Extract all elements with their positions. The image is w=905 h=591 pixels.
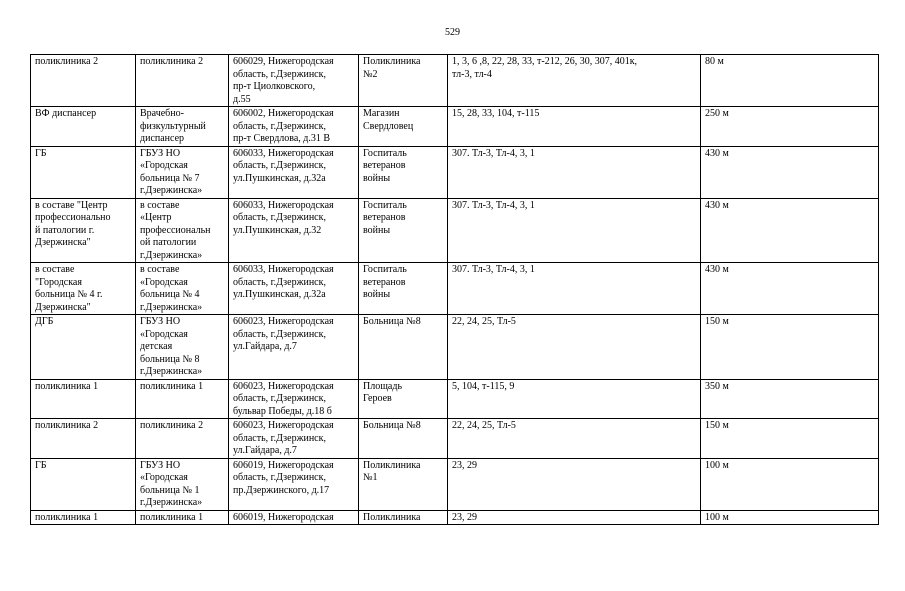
distance-cell: 430 м (701, 146, 879, 198)
page-number: 529 (445, 27, 460, 38)
table-row (31, 379, 879, 419)
stop-cell: Госпиталь ветеранов войны (359, 198, 448, 263)
short-name-cell: ГБ (31, 458, 136, 510)
short-name-cell: ВФ диспансер (31, 107, 136, 147)
table-row (31, 198, 879, 263)
distance-cell: 430 м (701, 263, 879, 315)
address-cell: 606033, Нижегородская область, г.Дзержинск, ул.Пушкинская, д.32а (229, 146, 359, 198)
routes-cell: 23, 29 (448, 458, 701, 510)
routes-cell: 22, 24, 25, Тл-5 (448, 419, 701, 459)
distance-cell: 80 м (701, 55, 879, 107)
stop-cell: Госпиталь ветеранов войны (359, 146, 448, 198)
distance-cell: 430 м (701, 198, 879, 263)
routes-cell: 307. Тл-3, Тл-4, 3, 1 (448, 198, 701, 263)
routes-cell: 307. Тл-3, Тл-4, 3, 1 (448, 263, 701, 315)
stop-cell: Магазин Свердловец (359, 107, 448, 147)
stop-cell: Поликлиника (359, 510, 448, 525)
address-cell: 606019, Нижегородская (229, 510, 359, 525)
routes-cell: 15, 28, 33, 104, т-115 (448, 107, 701, 147)
table-row (31, 146, 879, 198)
routes-cell: 307. Тл-3, Тл-4, 3, 1 (448, 146, 701, 198)
full-name-cell: в составе «Городская больница № 4 г.Дзержинска» (136, 263, 229, 315)
stop-cell: Поликлиника №2 (359, 55, 448, 107)
full-name-cell: поликлиника 2 (136, 55, 229, 107)
distance-cell: 350 м (701, 379, 879, 419)
table-row (31, 107, 879, 147)
stop-cell: Госпиталь ветеранов войны (359, 263, 448, 315)
full-name-cell: поликлиника 1 (136, 510, 229, 525)
short-name-cell: в составе "Центр профессионально й патологии г. Дзержинска" (31, 198, 136, 263)
distance-cell: 100 м (701, 510, 879, 525)
routes-cell: 1, 3, 6 ,8, 22, 28, 33, т-212, 26, 30, 307, 401к, тл-3, тл-4 (448, 55, 701, 107)
stop-cell: Поликлиника №1 (359, 458, 448, 510)
address-cell: 606033, Нижегородская область, г.Дзержинск, ул.Пушкинская, д.32а (229, 263, 359, 315)
address-cell: 606029, Нижегородская область, г.Дзержинск, пр-т Циолковского, д.55 (229, 55, 359, 107)
stop-cell: Больница №8 (359, 315, 448, 380)
short-name-cell: поликлиника 2 (31, 55, 136, 107)
distance-cell: 150 м (701, 315, 879, 380)
full-name-cell: поликлиника 1 (136, 379, 229, 419)
address-cell: 606019, Нижегородская область, г.Дзержинск, пр.Дзержинского, д.17 (229, 458, 359, 510)
short-name-cell: в составе "Городская больница № 4 г. Дзержинска" (31, 263, 136, 315)
short-name-cell: поликлиника 1 (31, 510, 136, 525)
table-row (31, 419, 879, 459)
table-row (31, 263, 879, 315)
table-row (31, 510, 879, 525)
distance-cell: 150 м (701, 419, 879, 459)
routes-cell: 23, 29 (448, 510, 701, 525)
full-name-cell: поликлиника 2 (136, 419, 229, 459)
short-name-cell: ДГБ (31, 315, 136, 380)
short-name-cell: поликлиника 2 (31, 419, 136, 459)
routes-cell: 5, 104, т-115, 9 (448, 379, 701, 419)
address-cell: 606002, Нижегородская область, г.Дзержинск, пр-т Свердлова, д.31 В (229, 107, 359, 147)
stop-cell: Площадь Героев (359, 379, 448, 419)
address-cell: 606023, Нижегородская область, г.Дзержинск, ул.Гайдара, д.7 (229, 315, 359, 380)
address-cell: 606023, Нижегородская область, г.Дзержинск, бульвар Победы, д.18 б (229, 379, 359, 419)
full-name-cell: ГБУЗ НО «Городская больница № 7 г.Дзержинска» (136, 146, 229, 198)
full-name-cell: ГБУЗ НО «Городская детская больница № 8 г.Дзержинска» (136, 315, 229, 380)
short-name-cell: ГБ (31, 146, 136, 198)
table-row (31, 315, 879, 380)
facilities-table (30, 54, 879, 525)
routes-cell: 22, 24, 25, Тл-5 (448, 315, 701, 380)
full-name-cell: в составе «Центр профессиональн ой патологии г.Дзержинска» (136, 198, 229, 263)
table-row (31, 458, 879, 510)
full-name-cell: ГБУЗ НО «Городская больница № 1 г.Дзержинска» (136, 458, 229, 510)
table-row (31, 55, 879, 107)
address-cell: 606023, Нижегородская область, г.Дзержинск, ул.Гайдара, д.7 (229, 419, 359, 459)
address-cell: 606033, Нижегородская область, г.Дзержинск, ул.Пушкинская, д.32 (229, 198, 359, 263)
distance-cell: 100 м (701, 458, 879, 510)
distance-cell: 250 м (701, 107, 879, 147)
stop-cell: Больница №8 (359, 419, 448, 459)
full-name-cell: Врачебно- физкультурный диспансер (136, 107, 229, 147)
short-name-cell: поликлиника 1 (31, 379, 136, 419)
